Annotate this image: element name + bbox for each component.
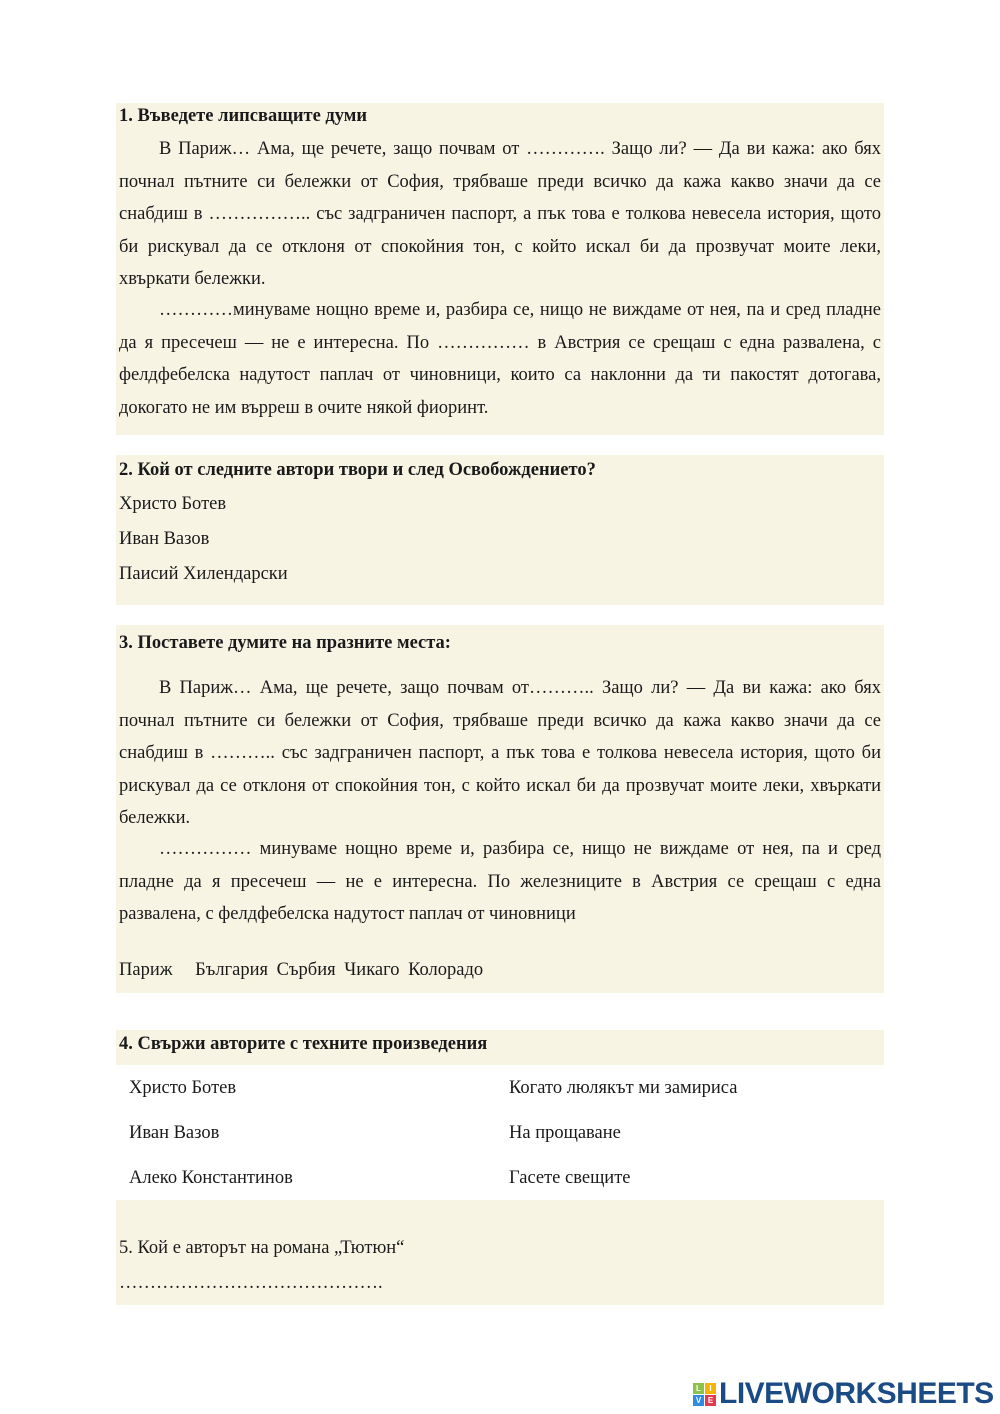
q1-paragraph-2: …………минуваме нощно време и, разбира се, нищо не виждаме от нея, па и сред пладне да я пресечеш — не е интересна. По …………… в Австрия се срещаш с една развалена, с фелдфебелска надутост паплач от чиновници, които са наклонни да ти пакостят дотогава, докогато не им върреш в очите някой фиоринт. [119,300,881,418]
q3-paragraph-1: В Париж… Ама, ще речете, защо почвам от……….. Защо ли? — Да ви кажа: ако бях почнал пътните си бележки от София, трябваше преди всичко да кажа какво значи да се снабдиш в ……….. със задграничен паспорт, а пък това е толкова невесела история, щото би рискувал да се отклоня от спокойния тон, с който искал би да прозвучат моите леки, хвъркати бележки. [119,678,881,828]
logo-tile: E [705,1395,716,1406]
q5-answer-field[interactable]: ……………………………………. [119,1273,383,1293]
word-option[interactable]: Сърбия [276,960,336,980]
q3-word-bank [119,960,483,981]
q4-work[interactable]: Гасете свещите [509,1168,631,1188]
logo-tile: V [693,1395,704,1406]
q2-option[interactable]: Паисий Хилендарски [119,564,288,584]
word-option[interactable]: Париж [119,960,173,980]
q1-title: 1. Въведете липсващите думи [119,106,368,126]
q4-title: 4. Свържи авторите с техните произведения [119,1034,488,1054]
q4-work[interactable]: Когато люлякът ми замириса [509,1078,738,1098]
q2-title: 2. Кой от следните автори твори и след Освобождението? [119,460,596,480]
q2-option[interactable]: Иван Вазов [119,529,210,549]
logo-tile: L [693,1383,704,1394]
word-option[interactable]: Колорадо [408,960,484,980]
word-option[interactable]: Чикаго [344,960,400,980]
q3-title: 3. Поставете думите на празните места: [119,633,451,653]
q1-paragraph-1: В Париж… Ама, ще речете, защо почвам от …………. Защо ли? — Да ви кажа: ако бях почнал пътните си бележки от София, трябваше преди всичко да кажа какво значи да се снабдиш в …………….. със задграничен паспорт, а пък това е толкова невесела история, щото би рискувал да се отклоня от спокойния тон, с който искал би да прозвучат моите леки, хвъркати бележки. [119,139,881,289]
word-option[interactable]: България [195,960,269,980]
logo-tile: I [705,1383,716,1394]
q2-option[interactable]: Христо Ботев [119,494,227,514]
q5-title: 5. Кой е авторът на романа „Тютюн“ [119,1238,405,1258]
liveworksheets-logo [693,1377,994,1411]
q3-paragraph-2: …………… минуваме нощно време и, разбира се, нищо не виждаме от нея, па и сред пладне да я пресечеш — не е интересна. По железниците в Австрия се срещаш с една развалена, с фелдфебелска надутост паплач от чиновници [119,839,881,924]
q4-work[interactable]: На прощаване [509,1123,621,1143]
q4-author[interactable]: Иван Вазов [129,1123,220,1143]
logo-text: LIVEWORKSHEETS [719,1377,994,1410]
logo-tiles-icon [693,1383,716,1406]
q4-author[interactable]: Христо Ботев [129,1078,237,1098]
q4-author[interactable]: Алеко Константинов [129,1168,293,1188]
